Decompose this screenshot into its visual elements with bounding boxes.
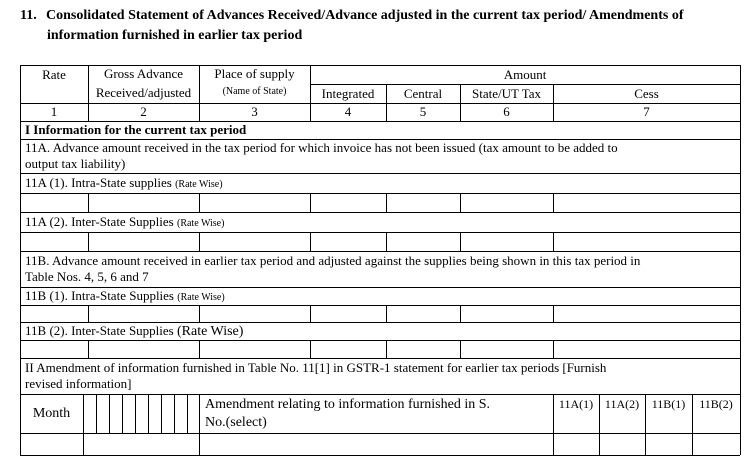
table-number: 11. xyxy=(20,8,37,23)
option-11a1[interactable]: 11A(1) xyxy=(558,397,594,411)
statement-title xyxy=(20,6,740,46)
option-11a2[interactable]: 11A(2) xyxy=(604,397,640,411)
header-place-of-supply: Place of supply xyxy=(214,66,295,81)
column-number: 7 xyxy=(643,104,650,119)
row-11a2-label: 11A (2). Inter-State Supplies (Rate Wise) xyxy=(25,214,225,229)
row-11a-description-line1: 11A. Advance amount received in the tax period for which invoice has not been issued (tax amount to be added to xyxy=(25,140,618,155)
header-amount: Amount xyxy=(503,67,547,82)
header-cess: Cess xyxy=(634,86,659,101)
title-line-2: information furnished in earlier tax period xyxy=(47,28,303,43)
row-11b-description-line1: 11B. Advance amount received in earlier tax period and adjusted against the supplies being shown in this tax period in xyxy=(25,253,641,268)
column-number: 4 xyxy=(344,104,352,119)
section-2-note-line2: revised information] xyxy=(25,376,132,391)
column-number: 5 xyxy=(419,104,427,119)
rate-wise-note: (Rate Wise) xyxy=(177,292,225,303)
header-gross-advance-line2: Received/adjusted xyxy=(95,85,192,100)
header-place-of-supply-sub: (Name of State) xyxy=(222,86,287,97)
header-integrated: Integrated xyxy=(321,86,375,101)
section-2-note: [Furnish xyxy=(562,360,607,375)
header-gross-advance-line1: Gross Advance xyxy=(103,66,184,81)
column-number: 1 xyxy=(50,104,58,119)
column-number: 6 xyxy=(503,104,510,119)
row-11b2-label: 11B (2). Inter-State Supplies (Rate Wise) xyxy=(25,323,244,339)
header-central: Central xyxy=(403,86,443,101)
row-11b-description-line2: Table Nos. 4, 5, 6 and 7 xyxy=(25,269,149,284)
column-number: 2 xyxy=(140,104,147,119)
row-11b1-label: 11B (1). Intra-State Supplies (Rate Wise) xyxy=(25,288,225,303)
section-1-title: I Information for the current tax period xyxy=(25,122,247,137)
rate-wise-note: (Rate Wise) xyxy=(176,324,244,339)
row-11a1-label: 11A (1). Intra-State supplies (Rate Wise) xyxy=(25,175,223,190)
option-11b1[interactable]: 11B(1) xyxy=(651,397,686,411)
title-line-1: Consolidated Statement of Advances Received/Advance adjusted in the current tax period/ Amendments of xyxy=(46,8,684,23)
month-label: Month xyxy=(32,406,71,421)
option-11b2[interactable]: 11B(2) xyxy=(699,397,733,411)
header-state-ut: State/UT Tax xyxy=(471,86,542,101)
amendment-label-line1: Amendment relating to information furnished in S. xyxy=(205,397,491,412)
header-rate: Rate xyxy=(42,67,66,82)
column-number: 3 xyxy=(251,104,258,119)
section-2-title: II Amendment of information furnished in Table No. 11[1] in GSTR-1 statement for earlier tax periods [Furnish xyxy=(25,360,607,375)
rate-wise-note: (Rate Wise) xyxy=(176,218,225,229)
rate-wise-note: (Rate Wise) xyxy=(175,179,223,190)
row-11a-description-line2: output tax liability) xyxy=(25,156,126,171)
amendment-label-line2: No.(select) xyxy=(205,415,267,430)
